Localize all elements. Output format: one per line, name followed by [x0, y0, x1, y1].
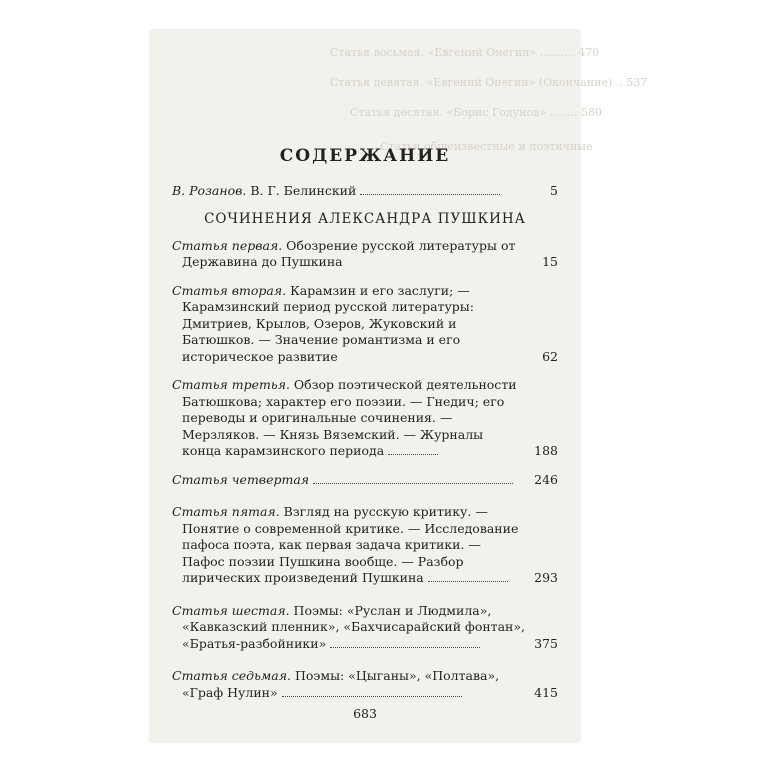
toc-entry	[172, 238, 558, 271]
entry-text: . В. Г. Белинский	[242, 182, 357, 198]
entry-page: 293	[534, 570, 558, 585]
toc-entry	[172, 472, 558, 489]
entry-label: Статья седьмая	[172, 668, 287, 683]
leader-dots	[330, 647, 480, 648]
toc-entry	[172, 377, 558, 460]
entry-label: Статья первая	[172, 237, 279, 253]
leader-dots	[388, 454, 438, 455]
entry-label: Статья третья	[172, 377, 286, 392]
entry-text: . Обзор поэтической деятельности Батюшкова; характер его поэзии. — Гнедич; его переводы и оригинальные сочинения. — Мерзляков. — Князь Вяземский. — Журналы конца карамзинского периода	[182, 377, 517, 458]
entry-label: Статья шестая	[172, 602, 286, 618]
entry-text: . Поэмы: «Цыганы», «Полтава», «Граф Нулин»	[182, 668, 500, 700]
page-number: 683	[353, 706, 377, 721]
bleed-through-text: Статья восьмая. «Евгений Онегин» .......... 470 Статья девятая. «Евгений Онегин» (Окончание) .. 537 Статья десятая. «Борис Годунов» ........ 580 Статьи общеизвестные и поэтичные	[330, 46, 648, 153]
toc-entry	[172, 668, 558, 701]
page-title: СОДЕРЖАНИЕ	[279, 146, 451, 166]
entry-page: 62	[542, 348, 558, 364]
entry-label: Статья пятая	[172, 504, 276, 519]
leader-dots	[428, 581, 508, 582]
leader-dots	[282, 696, 462, 697]
entry-text: . Обозрение русской литературы от Державина до Пушкина	[182, 237, 516, 269]
entry-text: . Карамзин и его заслуги; — Карамзинский период русской литературы: Дмитриев, Крылов, Озеров, Жуковский и Батюшков. — Значение романтизма и его историческое развитие	[182, 282, 474, 364]
book-page	[150, 30, 648, 742]
section-heading: СОЧИНЕНИЯ АЛЕКСАНДРА ПУШКИНА	[204, 211, 526, 227]
toc-entry	[172, 283, 558, 366]
entry-page: 246	[534, 471, 558, 487]
toc-entry-intro	[172, 183, 558, 200]
entry-page: 188	[534, 443, 558, 458]
entry-page: 415	[534, 684, 558, 700]
table-of-contents	[172, 142, 558, 713]
leader-dots	[360, 194, 500, 195]
entry-page: 15	[542, 254, 558, 269]
entry-text: . Взгляд на русскую критику. — Понятие о современной критике. — Исследование пафоса поэта, как первая задача критики. — Пафос поэзии Пушкина вообще. — Разбор лирических произведений Пушкина	[182, 504, 519, 585]
entry-author: В. Розанов	[172, 182, 243, 198]
entry-page: 5	[550, 182, 558, 198]
entry-label: Статья вторая	[172, 282, 283, 298]
toc-entry	[172, 504, 558, 587]
toc-entry	[172, 603, 558, 653]
leader-dots	[313, 483, 513, 484]
entry-text: . Поэмы: «Руслан и Людмила», «Кавказский пленник», «Бахчисарайский фонтан», «Братья-разбойники»	[182, 602, 525, 651]
entry-label: Статья четвертая	[172, 471, 310, 487]
entry-page: 375	[534, 635, 558, 651]
